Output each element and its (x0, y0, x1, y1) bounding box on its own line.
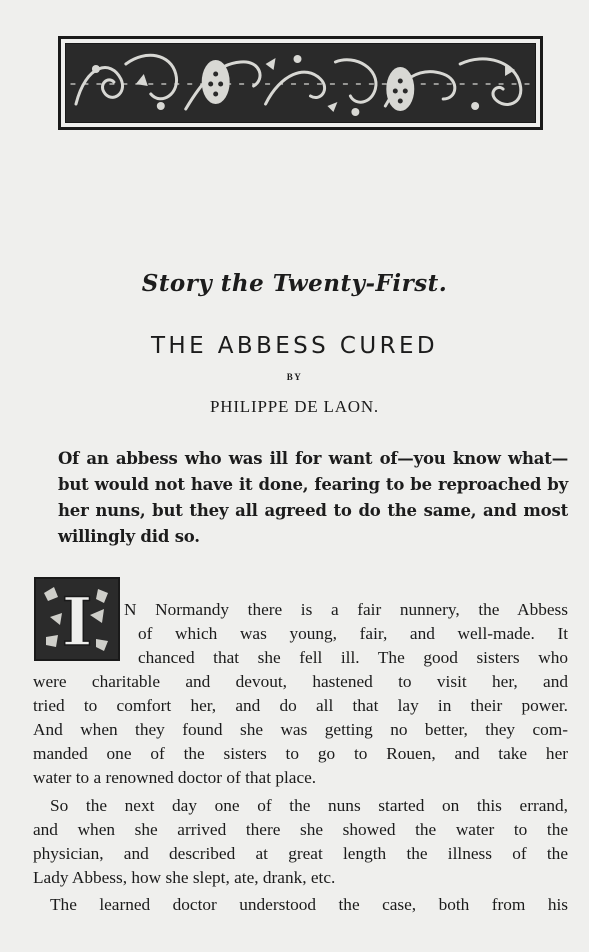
body-line: were charitable and devout, hastened to visit her, and (33, 672, 568, 691)
body-line: tried to comfort her, and do all that lay in their power. (33, 696, 568, 715)
body-line: water to a renowned doctor of that place. (33, 768, 317, 787)
body-line: manded one of the sisters to go to Rouen, and take her (33, 744, 568, 763)
body-line: physician, and described at great length the illness of the (33, 844, 568, 863)
by-line: BY (286, 372, 303, 382)
body-line: N Normandy there is a fair nunnery, the Abbess (124, 600, 568, 619)
drop-cap (34, 577, 120, 661)
body-line: and when she arrived there she showed the water to the (33, 820, 568, 839)
ornamental-header-banner (58, 36, 543, 130)
body-line: So the next day one of the nuns started on this errand, (50, 796, 568, 815)
drop-cap-letter: I (61, 583, 93, 659)
body-line: of which was young, fair, and well-made. It (138, 624, 568, 643)
story-heading: Story the Twenty-First. (141, 270, 448, 297)
body-line: The learned doctor understood the case, both from his (50, 895, 568, 914)
body-line: Lady Abbess, how she slept, ate, drank, etc. (33, 868, 336, 887)
chapter-title: THE ABBESS CURED (150, 333, 439, 359)
body-line: chanced that she fell ill. The good sisters who (138, 648, 568, 667)
foliage-scroll-icon (66, 44, 535, 122)
author-name: PHILIPPE DE LAON. (210, 397, 379, 416)
chapter-summary: Of an abbess who was ill for want of—you know what—but would not have it done, fearing to be reproached by her nuns, but they all agreed to do the same, and most willingly did so. (58, 449, 568, 546)
drop-cap-letter-icon (36, 579, 118, 659)
foliage-ornament (65, 43, 536, 123)
body-line: And when they found she was getting no better, they com- (33, 720, 568, 739)
